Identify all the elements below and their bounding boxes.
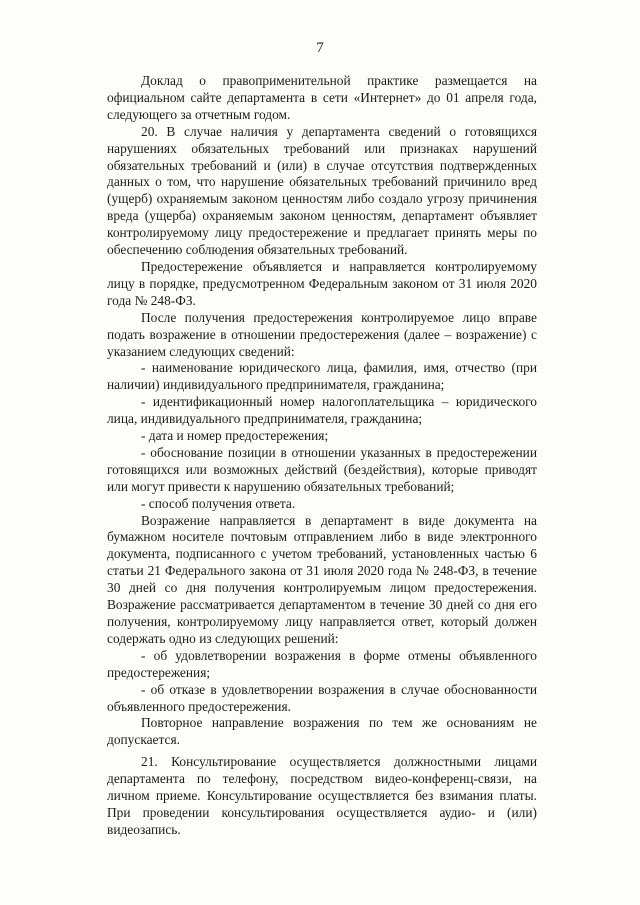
list-item-inn: - идентификационный номер налогоплательщика – юридического лица, индивидуального предпринимателя, гражданина; (107, 394, 537, 427)
list-item-justification: - обоснование позиции в отношении указанных в предостережении готовящихся или возможных действий (бездействия), которые приводят или могут привести к нарушению обязательных требований; (107, 444, 537, 494)
list-item-objection-rejected: - об отказе в удовлетворении возражения в случае обоснованности объявленного предостережения. (107, 681, 537, 714)
paragraph-warning-procedure: Предостережение объявляется и направляется контролируемому лицу в порядке, предусмотренном Федеральным законом от 31 июля 2020 года № 248-ФЗ. (107, 258, 537, 308)
page-number: 7 (316, 40, 324, 56)
paragraph-item-21: 21. Консультирование осуществляется должностными лицами департамента по телефону, посредством видео-конференц-связи, на личном приеме. Консультирование осуществляется без взимания платы. При проведении консультирования осуществляется аудио- и (или) видеозапись. (107, 754, 537, 837)
paragraph-report-publication: Доклад о правоприменительной практике размещается на официальном сайте департамента в сети «Интернет» до 01 апреля года, следующего за отчетным годом. (107, 73, 537, 122)
paragraph-item-20: 20. В случае наличия у департамента сведений о готовящихся нарушениях обязательных требований или признаках нарушений обязательных требований и (или) в случае отсутствия подтвержденных данных о том, что нарушение обязательных требований причинило вред (ущерб) охраняемым законом ценностям либо создало угрозу причинения вреда (ущерба) охраняемым законом ценностям, департамент объявляет контролируемому лицу предостережение и предлагает принять меры по обеспечению соблюдения обязательных требований. (107, 123, 537, 258)
document-body (107, 73, 537, 839)
list-item-response-method: - способ получения ответа. (141, 495, 296, 511)
list-item-objection-satisfied: - об удовлетворении возражения в форме отмены объявленного предостережения; (107, 647, 537, 680)
paragraph-objection-submission: Возражение направляется в департамент в виде документа на бумажном носителе почтовым отправлением либо в виде электронного документа, подписанного с учетом требований, установленных частью 6 статьи 21 Федерального закона от 31 июля 2020 года № 248-ФЗ, в течение 30 дней со дня получения контролируемым лицом предостережения. Возражение рассматривается департаментом в течение 30 дней со дня его получения, контролируемому лицу направляется ответ, который должен содержать одно из следующих решений: (107, 512, 537, 646)
list-item-name: - наименование юридического лица, фамилия, имя, отчество (при наличии) индивидуального предпринимателя, гражданина; (107, 360, 537, 393)
paragraph-objection-right: После получения предостережения контролируемое лицо вправе подать возражение в отношении предостережения (далее – возражение) с указанием следующих сведений: (107, 309, 537, 359)
list-item-date-number: - дата и номер предостережения; (141, 428, 329, 444)
paragraph-repeat-objection: Повторное направление возражения по тем же основаниям не допускается. (107, 715, 537, 748)
